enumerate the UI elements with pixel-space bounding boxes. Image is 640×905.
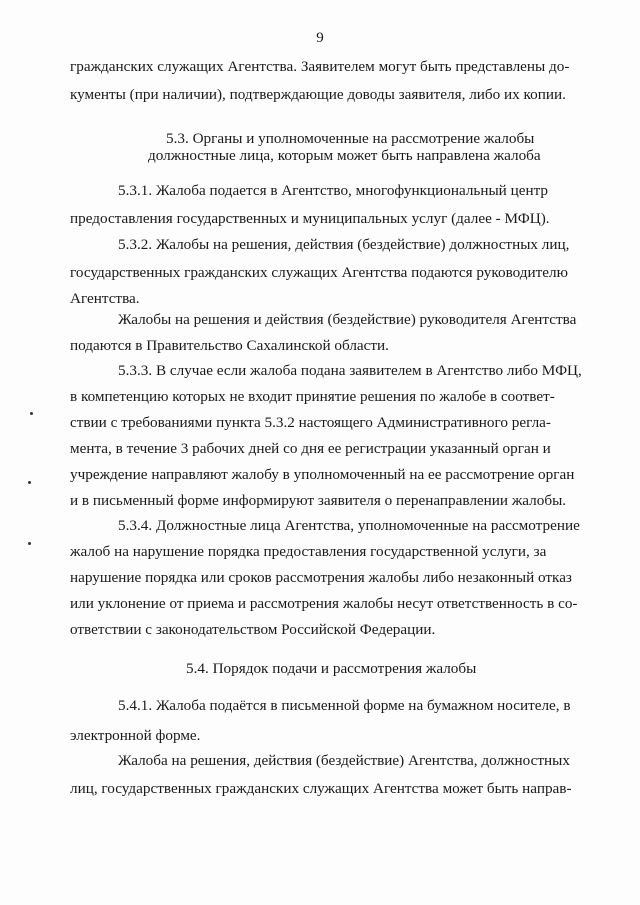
paragraph-533-line: в компетенцию которых не входит принятие решения по жалобе в соответ- — [70, 388, 555, 405]
paragraph-533-line: и в письменный форме информируют заявителя о перенаправлении жалобы. — [70, 492, 567, 509]
scan-speck — [28, 542, 31, 545]
paragraph-541b-line: лиц, государственных гражданских служащих Агентства может быть направ- — [70, 780, 572, 797]
paragraph-534-line: 5.3.4. Должностные лица Агентства, уполномоченные на рассмотрение — [118, 517, 580, 534]
text-line: кументы (при наличии), подтверждающие доводы заявителя, либо их копии. — [70, 86, 566, 103]
paragraph-533-line: ствии с требованиями пункта 5.3.2 настоящего Административного регла- — [70, 414, 551, 431]
paragraph-531-line: 5.3.1. Жалоба подается в Агентство, многофункциональный центр — [118, 182, 549, 199]
paragraph-531-line: предоставления государственных и муниципальных услуг (далее - МФЦ). — [70, 210, 550, 227]
paragraph-533-line: учреждение направляют жалобу в уполномоченный на ее рассмотрение орган — [70, 466, 575, 483]
paragraph-534-line: жалоб на нарушение порядка предоставления государственной услуги, за — [70, 543, 547, 560]
paragraph-532-line: Агентства. — [70, 290, 140, 307]
paragraph-534-line: нарушение порядка или сроков рассмотрения жалобы либо незаконный отказ — [70, 569, 572, 586]
paragraph-532-line: государственных гражданских служащих Агентства подаются руководителю — [70, 264, 568, 281]
paragraph-532b-line: подаются в Правительство Сахалинской области. — [70, 337, 389, 354]
text-line: гражданских служащих Агентства. Заявителем могут быть представлены до- — [70, 58, 570, 75]
scan-speck — [30, 412, 33, 415]
paragraph-533-line: 5.3.3. В случае если жалоба подана заявителем в Агентство либо МФЦ, — [118, 362, 582, 379]
page-number: 9 — [316, 30, 324, 46]
paragraph-541-line: электронной форме. — [70, 727, 201, 744]
section-54-heading: 5.4. Порядок подачи и рассмотрения жалобы — [186, 660, 477, 677]
paragraph-532b-line: Жалобы на решения и действия (бездействие) руководителя Агентства — [118, 311, 577, 328]
paragraph-534-line: ответствии с законодательством Российской Федерации. — [70, 621, 436, 638]
scan-speck — [28, 481, 31, 484]
section-53-heading-line1: 5.3. Органы и уполномоченные на рассмотрение жалобы — [166, 130, 535, 147]
paragraph-534-line: или уклонение от приема и рассмотрения жалобы несут ответственность в со- — [70, 595, 578, 612]
paragraph-533-line: мента, в течение 3 рабочих дней со дня ее регистрации указанный орган и — [70, 440, 551, 457]
section-53-heading-line2: должностные лица, которым может быть направлена жалоба — [148, 147, 541, 164]
paragraph-532-line: 5.3.2. Жалобы на решения, действия (бездействие) должностных лиц, — [118, 236, 570, 253]
paragraph-541-line: 5.4.1. Жалоба подаётся в письменной форме на бумажном носителе, в — [118, 697, 571, 714]
paragraph-541b-line: Жалоба на решения, действия (бездействие) Агентства, должностных — [118, 752, 570, 769]
